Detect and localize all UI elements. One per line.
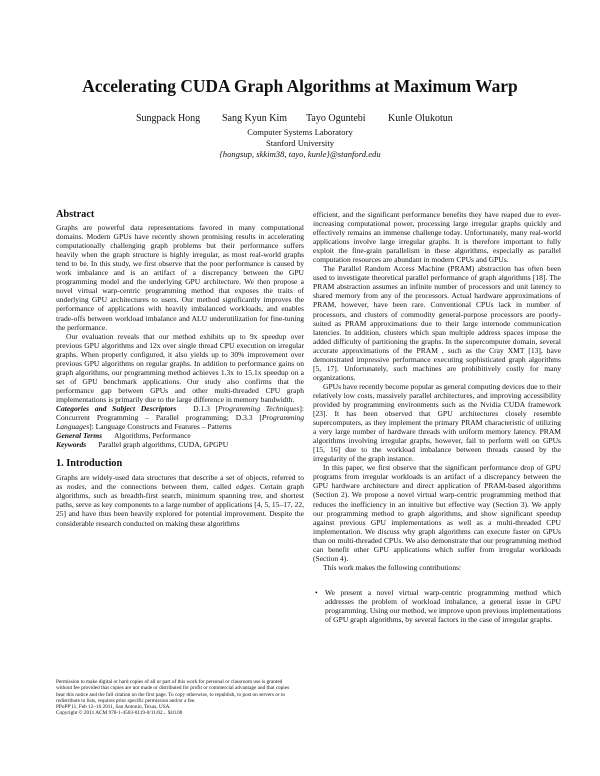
body-paragraph: efficient, and the significant performance benefits they have reaped due to ever-increasing computational power, processing large irregular graphs quickly and effectively remains an immense challenge today. Unfortunately, many real-world applications involve large irregular graphs. It is therefore important to fully exploit the fine-grain parallelism in these algorithms, especially as parallel computation resources are abundant in modern CPUs and GPUs. <box>313 210 561 265</box>
affiliation-emails: {hongsup, skkim38, tayo, kunle}@stanford.edu <box>219 149 381 159</box>
venue-line: PPoPP'11, Feb 12–16 2011, San Antonio, Texas, USA. <box>56 704 171 711</box>
introduction-heading: 1. Introduction <box>56 458 123 470</box>
abstract-heading: Abstract <box>56 209 95 220</box>
author-list <box>0 113 600 127</box>
permission-notice: Permission to make digital or hard copies of all or part of this work for personal or classroom use is granted without fee provided that copies are not made or distributed for profit or commercial advantage and that copies bear this notice and the full citation on the first page. To copy otherwise, to republish, to post on servers or to redistribute to lists, requires prior specific permission and/or a fee. <box>56 679 290 704</box>
body-paragraph: The Parallel Random Access Machine (PRAM) abstraction has often been used to investigate theoretical parallel performance of graph algorithms [18]. The PRAM abstraction assumes an infinite number of processors and unit latency to shared memory from any of the processors. Actual hardware approximations of PRAM, however, have been rare. Conventional CPUs lack in number of processors, and clusters of commodity general-purpose processors are poorly-suited as PRAM approximations due to their large internode communication latencies. In addition, clusters which span multiple address spaces impose the added difficulty of partitioning the graphs. In the supercomputer domain, several accurate approximations of the PRAM , such as the Cray XMT [13], have demonstrated impressive performance executing sophisticated graph algorithms [5, 17]. Unfortunately, such machines are prohibitively costly for many organizations. <box>313 264 561 382</box>
body-paragraph: In this paper, we first observe that the significant performance drop of GPU programs from irregular workloads is an artifact of a discrepancy between the GPU hardware architecture and direct application of PRAM-based algorithms (Section 2). We propose a novel virtual warp-centric programming method that reduces the inefficiency in an intuitive but effective way (Section 3). We apply our programming method to graph algorithms, and show significant speedup against previous GPU implementations as well as a multi-threaded CPU implementation. We discuss why graph algorithms can execute faster on GPUs than on multi-threaded CPUs. We also demonstrate that our programming method can benefit other GPU applications which suffer from irregular workloads (Section 4). <box>313 463 561 563</box>
abstract-paragraph: Graphs are powerful data representations favored in many computational domains. Modern GPUs have recently shown promising results in accelerating computationally challenging graph problems but their performance suffers heavily when the graph structure is highly irregular, as most real-world graphs tend to be. In this study, we first observe that the poor performance is caused by work imbalance and is an artifact of a discrepancy between the GPU programming model and the underlying GPU architecture. We then propose a novel virtual warp-centric programming method that exposes the traits of underlying GPU architectures to users. Our method significantly improves the performance of applications with heavily imbalanced workloads, and enables trade-offs between workload imbalance and ALU underutilization for fine-tuning the performance. <box>56 223 304 332</box>
right-column <box>313 210 561 624</box>
general-terms-value: Algorithms, Performance <box>114 431 191 441</box>
keywords-label: Keywords <box>56 440 87 450</box>
general-terms-label: General Terms <box>56 431 103 441</box>
keywords <box>56 440 304 449</box>
affiliation-lab: Computer Systems Laboratory <box>247 127 353 137</box>
contribution-list-item <box>313 588 561 624</box>
body-paragraph: This work makes the following contributions: <box>323 562 462 572</box>
affiliation-university: Stanford University <box>265 138 335 148</box>
categories-label: Categories and Subject Descriptors <box>56 403 177 413</box>
introduction-paragraph: Graphs are widely-used data structures that describe a set of objects, referred to as nodes, and the connections between them, called edges. Certain graph algorithms, such as breadth-first search, minimum spanning tree, and shortest paths, serve as key components to a large number of applications [4, 5, 15–17, 22, 25] and have thus been heavily explored for potential improvement. Despite the considerable research conducted on making these algorithms <box>56 473 304 528</box>
bullet-icon: • <box>315 587 318 597</box>
general-terms <box>56 431 304 440</box>
author-name: Sang Kyun Kim <box>222 113 287 124</box>
left-column <box>56 210 304 528</box>
author-name: Tayo Oguntebi <box>306 113 366 124</box>
body-paragraph: GPUs have recently become popular as general computing devices due to their relatively low costs, massively parallel architectures, and improving accessibility provided by programming environments such as the Nvidia CUDA framework [23]. It has been observed that GPU architectures closely resemble supercomputers, as they implement the primary PRAM characteristic of utilizing a very large number of hardware threads with uniform memory latency. PRAM algorithms involving irregular graphs, however, fail to perform well on GPUs [15, 16] due to the workload imbalance between threads caused by the irregularity of the graph instance. <box>313 381 561 464</box>
copyright-footnote <box>56 679 292 717</box>
keywords-value: Parallel graph algorithms, CUDA, GPGPU <box>98 440 229 450</box>
copyright-line: Copyright © 2011 ACM 978-1-4503-0119-0/11/02... $10.00 <box>56 710 183 717</box>
contribution-text: We present a novel virtual warp-centric programming method which addresses the problem of workload imbalance, a general issue in GPU programming. Using our method, we improve upon previous implementations of GPU graph algorithms, by several factors in the case of irregular graphs. <box>325 587 562 625</box>
abstract-paragraph: Our evaluation reveals that our method exhibits up to 9x speedup over previous GPU algorithms and 12x over single thread CPU execution on irregular graphs. When properly configured, it also yields up to 30% improvement over previous GPU algorithms on regular graphs. In addition to performance gains on graph algorithms, our programming method achieves 1.3x to 15.1x speedup on a set of GPU benchmark applications. Our study also confirms that the performance gap between GPUs and other multi-threaded CPU graph implementations is primarily due to the large difference in memory bandwidth. <box>56 331 304 404</box>
categories-descriptors: Categories and Subject Descriptors D.1.3 [Programming Techniques]: Concurrent Programming – Parallel programming; D.3.3 [Programming Languages]: Language Constructs and Features – Patterns <box>56 403 304 432</box>
author-name: Kunle Olukotun <box>388 113 453 124</box>
paper-title: Accelerating CUDA Graph Algorithms at Maximum Warp <box>82 76 518 96</box>
author-name: Sungpack Hong <box>136 113 201 124</box>
